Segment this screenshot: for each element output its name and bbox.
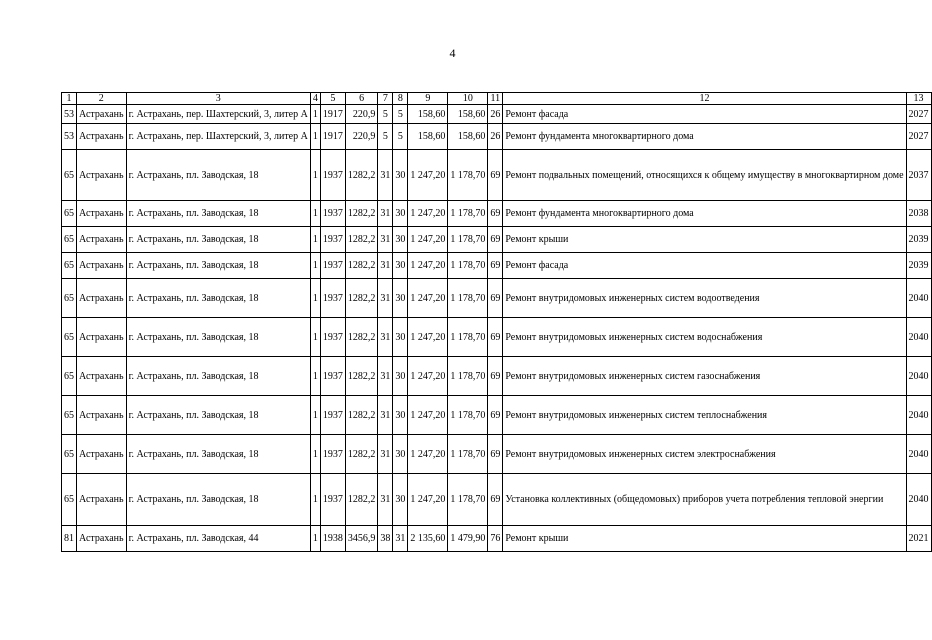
table-cell-col-13: 2040: [906, 435, 931, 474]
table-cell-col-13: 2040: [906, 396, 931, 435]
table-row: [62, 435, 932, 474]
header-row: [62, 93, 932, 105]
table-cell-col-10: 1 178,70: [448, 150, 488, 201]
table-cell-col-2: Астрахань: [77, 201, 127, 227]
table-cell-col-10: 1 178,70: [448, 279, 488, 318]
table-cell-col-10: 1 178,70: [448, 435, 488, 474]
table-cell-col-10: 1 178,70: [448, 396, 488, 435]
table-cell-col-5: 1937: [320, 474, 345, 526]
table-cell-col-5: 1937: [320, 201, 345, 227]
table-cell-col-1: 65: [62, 474, 77, 526]
table-cell-col-7: 31: [378, 357, 393, 396]
table-cell-col-2: Астрахань: [77, 318, 127, 357]
table-cell-col-13: 2040: [906, 279, 931, 318]
table-cell-col-10: 1 178,70: [448, 357, 488, 396]
page-number: 4: [449, 46, 456, 60]
table-cell-col-9: 1 247,20: [408, 150, 448, 201]
table-cell-col-11: 76: [488, 526, 503, 552]
table-cell-col-13: 2039: [906, 253, 931, 279]
table-cell-col-9: 1 247,20: [408, 201, 448, 227]
table-cell-col-2: Астрахань: [77, 105, 127, 124]
table-cell-col-8: 30: [393, 474, 408, 526]
table-cell-col-3: г. Астрахань, пл. Заводская, 18: [126, 474, 310, 526]
table-cell-col-13: 2039: [906, 227, 931, 253]
table-cell-col-6: 220,9: [345, 124, 378, 150]
table-cell-col-8: 5: [393, 124, 408, 150]
table-cell-col-12: Ремонт фундамента многоквартирного дома: [503, 201, 906, 227]
table-cell-col-9: 1 247,20: [408, 253, 448, 279]
table-cell-col-2: Астрахань: [77, 279, 127, 318]
table-cell-col-12: Ремонт внутридомовых инженерных систем водоснабжения: [503, 318, 906, 357]
table-cell-col-8: 30: [393, 396, 408, 435]
table-cell-col-9: 1 247,20: [408, 227, 448, 253]
table-cell-col-2: Астрахань: [77, 227, 127, 253]
table-cell-col-10: 1 178,70: [448, 227, 488, 253]
table-cell-col-1: 65: [62, 279, 77, 318]
table-row: [62, 201, 932, 227]
capital-repair-table: [61, 92, 932, 552]
table-cell-col-2: Астрахань: [77, 526, 127, 552]
header-cell-4: 4: [310, 93, 320, 105]
table-cell-col-10: 1 178,70: [448, 318, 488, 357]
table-cell-col-8: 30: [393, 253, 408, 279]
table-cell-col-6: 1282,2: [345, 357, 378, 396]
header-cell-8: 8: [393, 93, 408, 105]
table-cell-col-1: 65: [62, 396, 77, 435]
table-cell-col-2: Астрахань: [77, 124, 127, 150]
header-cell-7: 7: [378, 93, 393, 105]
header-cell-10: 10: [448, 93, 488, 105]
table-cell-col-5: 1937: [320, 318, 345, 357]
table-cell-col-7: 31: [378, 253, 393, 279]
table-cell-col-6: 220,9: [345, 105, 378, 124]
table-cell-col-10: 158,60: [448, 105, 488, 124]
table-cell-col-10: 1 178,70: [448, 474, 488, 526]
header-cell-12: 12: [503, 93, 906, 105]
header-cell-6: 6: [345, 93, 378, 105]
table-cell-col-6: 1282,2: [345, 150, 378, 201]
table-cell-col-2: Астрахань: [77, 396, 127, 435]
table-cell-col-3: г. Астрахань, пл. Заводская, 44: [126, 526, 310, 552]
table-cell-col-8: 5: [393, 105, 408, 124]
table-row: [62, 150, 932, 201]
table-row: [62, 396, 932, 435]
table-cell-col-4: 1: [310, 357, 320, 396]
table-cell-col-5: 1917: [320, 124, 345, 150]
table-cell-col-7: 5: [378, 105, 393, 124]
table-cell-col-1: 81: [62, 526, 77, 552]
table-cell-col-4: 1: [310, 227, 320, 253]
table-cell-col-13: 2037: [906, 150, 931, 201]
header-cell-9: 9: [408, 93, 448, 105]
table-cell-col-3: г. Астрахань, пл. Заводская, 18: [126, 253, 310, 279]
table-cell-col-6: 1282,2: [345, 279, 378, 318]
table-row: [62, 105, 932, 124]
table-cell-col-9: 1 247,20: [408, 474, 448, 526]
table-cell-col-8: 31: [393, 526, 408, 552]
header-cell-13: 13: [906, 93, 931, 105]
table-body: [62, 93, 932, 552]
table-cell-col-1: 53: [62, 124, 77, 150]
table-cell-col-4: 1: [310, 105, 320, 124]
table-row: [62, 227, 932, 253]
table-row: [62, 318, 932, 357]
table-cell-col-6: 1282,2: [345, 435, 378, 474]
table-cell-col-6: 1282,2: [345, 474, 378, 526]
table-cell-col-11: 69: [488, 253, 503, 279]
table-cell-col-11: 69: [488, 357, 503, 396]
table-cell-col-11: 69: [488, 201, 503, 227]
table-cell-col-13: 2027: [906, 105, 931, 124]
table-cell-col-5: 1937: [320, 150, 345, 201]
table-cell-col-1: 65: [62, 150, 77, 201]
table-cell-col-5: 1917: [320, 105, 345, 124]
header-cell-2: 2: [77, 93, 127, 105]
table-cell-col-2: Астрахань: [77, 253, 127, 279]
table-cell-col-7: 31: [378, 150, 393, 201]
table-cell-col-12: Ремонт внутридомовых инженерных систем теплоснабжения: [503, 396, 906, 435]
header-cell-3: 3: [126, 93, 310, 105]
table-cell-col-9: 1 247,20: [408, 318, 448, 357]
table-cell-col-11: 69: [488, 474, 503, 526]
table-cell-col-2: Астрахань: [77, 357, 127, 396]
table-cell-col-1: 53: [62, 105, 77, 124]
table-cell-col-12: Ремонт крыши: [503, 227, 906, 253]
table-cell-col-11: 69: [488, 318, 503, 357]
table-cell-col-12: Установка коллективных (общедомовых) приборов учета потребления тепловой энергии: [503, 474, 906, 526]
table-cell-col-6: 1282,2: [345, 201, 378, 227]
table-cell-col-3: г. Астрахань, пл. Заводская, 18: [126, 150, 310, 201]
table-cell-col-2: Астрахань: [77, 474, 127, 526]
table-cell-col-5: 1937: [320, 227, 345, 253]
table-cell-col-3: г. Астрахань, пл. Заводская, 18: [126, 201, 310, 227]
table-cell-col-13: 2040: [906, 474, 931, 526]
table-row: [62, 124, 932, 150]
table-cell-col-12: Ремонт внутридомовых инженерных систем водоотведения: [503, 279, 906, 318]
table-cell-col-7: 31: [378, 474, 393, 526]
table-cell-col-9: 1 247,20: [408, 357, 448, 396]
table-cell-col-4: 1: [310, 201, 320, 227]
table-cell-col-4: 1: [310, 124, 320, 150]
table-cell-col-10: 1 178,70: [448, 201, 488, 227]
table-cell-col-5: 1937: [320, 357, 345, 396]
header-cell-1: 1: [62, 93, 77, 105]
table-cell-col-10: 1 178,70: [448, 253, 488, 279]
header-cell-11: 11: [488, 93, 503, 105]
table-cell-col-13: 2040: [906, 318, 931, 357]
table-cell-col-9: 158,60: [408, 124, 448, 150]
table-cell-col-5: 1937: [320, 396, 345, 435]
table-cell-col-4: 1: [310, 435, 320, 474]
table-cell-col-7: 38: [378, 526, 393, 552]
table-cell-col-7: 31: [378, 279, 393, 318]
table-cell-col-12: Ремонт фасада: [503, 105, 906, 124]
table-cell-col-5: 1938: [320, 526, 345, 552]
table-cell-col-11: 69: [488, 435, 503, 474]
table-cell-col-7: 31: [378, 435, 393, 474]
table-row: [62, 526, 932, 552]
table-cell-col-7: 31: [378, 227, 393, 253]
table-cell-col-4: 1: [310, 526, 320, 552]
table-cell-col-7: 31: [378, 201, 393, 227]
table-row: [62, 357, 932, 396]
table-cell-col-8: 30: [393, 435, 408, 474]
table-cell-col-2: Астрахань: [77, 150, 127, 201]
table-cell-col-4: 1: [310, 396, 320, 435]
table-cell-col-1: 65: [62, 227, 77, 253]
table-cell-col-6: 1282,2: [345, 318, 378, 357]
table-cell-col-4: 1: [310, 253, 320, 279]
table-cell-col-3: г. Астрахань, пл. Заводская, 18: [126, 318, 310, 357]
table-cell-col-5: 1937: [320, 279, 345, 318]
table-cell-col-9: 1 247,20: [408, 279, 448, 318]
table-cell-col-9: 1 247,20: [408, 435, 448, 474]
table-cell-col-6: 1282,2: [345, 396, 378, 435]
table-cell-col-1: 65: [62, 318, 77, 357]
table-cell-col-11: 69: [488, 279, 503, 318]
table-cell-col-1: 65: [62, 253, 77, 279]
table-cell-col-8: 30: [393, 227, 408, 253]
table-cell-col-6: 1282,2: [345, 227, 378, 253]
table-cell-col-4: 1: [310, 279, 320, 318]
table-cell-col-7: 5: [378, 124, 393, 150]
table-cell-col-3: г. Астрахань, пл. Заводская, 18: [126, 227, 310, 253]
table-cell-col-12: Ремонт подвальных помещений, относящихся к общему имуществу в многоквартирном доме: [503, 150, 906, 201]
table-cell-col-3: г. Астрахань, пл. Заводская, 18: [126, 435, 310, 474]
table-cell-col-11: 26: [488, 105, 503, 124]
table-cell-col-6: 1282,2: [345, 253, 378, 279]
table-cell-col-13: 2027: [906, 124, 931, 150]
table-cell-col-6: 3456,9: [345, 526, 378, 552]
table-cell-col-7: 31: [378, 396, 393, 435]
table-cell-col-5: 1937: [320, 435, 345, 474]
table-cell-col-13: 2040: [906, 357, 931, 396]
table-cell-col-13: 2021: [906, 526, 931, 552]
table-cell-col-4: 1: [310, 318, 320, 357]
table-cell-col-5: 1937: [320, 253, 345, 279]
table-cell-col-12: Ремонт внутридомовых инженерных систем электроснабжения: [503, 435, 906, 474]
table-cell-col-11: 69: [488, 150, 503, 201]
table-cell-col-7: 31: [378, 318, 393, 357]
table-cell-col-1: 65: [62, 357, 77, 396]
table-cell-col-11: 26: [488, 124, 503, 150]
table-cell-col-3: г. Астрахань, пер. Шахтерский, 3, литер А: [126, 124, 310, 150]
table-cell-col-3: г. Астрахань, пл. Заводская, 18: [126, 357, 310, 396]
table-cell-col-13: 2038: [906, 201, 931, 227]
table-cell-col-11: 69: [488, 396, 503, 435]
table-cell-col-8: 30: [393, 357, 408, 396]
table-cell-col-2: Астрахань: [77, 435, 127, 474]
table-row: [62, 253, 932, 279]
table-cell-col-4: 1: [310, 150, 320, 201]
table-cell-col-8: 30: [393, 150, 408, 201]
table-cell-col-3: г. Астрахань, пл. Заводская, 18: [126, 396, 310, 435]
table-cell-col-10: 158,60: [448, 124, 488, 150]
table-cell-col-8: 30: [393, 201, 408, 227]
table-cell-col-8: 30: [393, 279, 408, 318]
table-cell-col-12: Ремонт фундамента многоквартирного дома: [503, 124, 906, 150]
table-cell-col-9: 158,60: [408, 105, 448, 124]
table-row: [62, 279, 932, 318]
table-cell-col-10: 1 479,90: [448, 526, 488, 552]
table-cell-col-12: Ремонт крыши: [503, 526, 906, 552]
table-cell-col-1: 65: [62, 435, 77, 474]
table-cell-col-8: 30: [393, 318, 408, 357]
header-cell-5: 5: [320, 93, 345, 105]
table-cell-col-9: 2 135,60: [408, 526, 448, 552]
table-cell-col-1: 65: [62, 201, 77, 227]
table-cell-col-12: Ремонт внутридомовых инженерных систем газоснабжения: [503, 357, 906, 396]
table-cell-col-3: г. Астрахань, пл. Заводская, 18: [126, 279, 310, 318]
table-cell-col-12: Ремонт фасада: [503, 253, 906, 279]
table-cell-col-9: 1 247,20: [408, 396, 448, 435]
table-cell-col-11: 69: [488, 227, 503, 253]
table-cell-col-4: 1: [310, 474, 320, 526]
table-row: [62, 474, 932, 526]
table-cell-col-3: г. Астрахань, пер. Шахтерский, 3, литер А: [126, 105, 310, 124]
